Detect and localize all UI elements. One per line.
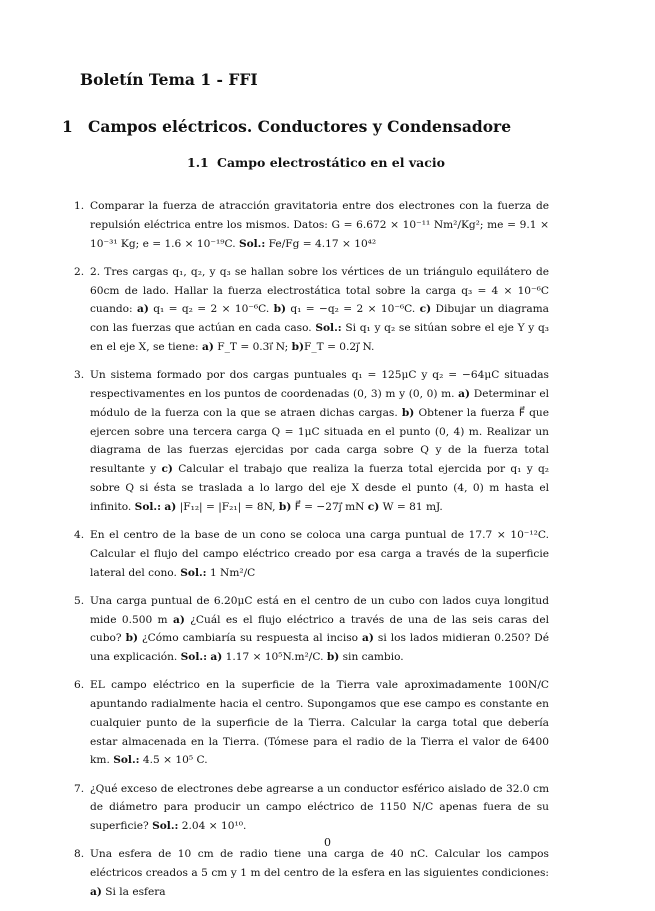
problem-number: 4. [74,528,85,541]
problem-text: En el centro de la base de un cono se coloca una carga puntual de 17.7 × 10⁻¹²C. Calcular el flujo del campo eléctrico creado por esa carga a través de la superficie lateral del cono. Sol.: 1 Nm²/C [90,528,549,579]
problem-number: 5. [74,594,85,607]
subsection-title: Campo electrostático en el vacio [217,155,445,170]
section-number: 1 [62,117,73,136]
problem-item [74,676,549,770]
problem-item [74,197,549,253]
problem-text: ¿Qué exceso de electrones debe agrearse a un conductor esférico aislado de 32.0 cm de diámetro para producir un campo eléctrico de 1150 N/C apenas fuera de su superficie? Sol.: 2.04 × 10¹⁰. [90,782,549,833]
problem-text: Una esfera de 10 cm de radio tiene una carga de 40 nC. Calcular los campos eléctricos creados a 5 cm y 1 m del centro de la esfera en las siguientes condiciones: a) Si la esfera [90,848,549,899]
problem-number: 1. [74,200,85,212]
problem-text: Comparar la fuerza de atracción gravitatoria entre dos electrones con la fuerza de repulsión eléctrica entre los mismos. Datos: G = 6.672 × 10⁻¹¹ Nm²/Kg²; me = 9.1 × 10⁻³¹ Kg; e = 1.6 × 10⁻¹⁹C. Sol.: Fe/Fg = 4.17 × 10⁴² [90,200,549,250]
problem-number: 3. [74,369,85,382]
section-title: Campos eléctricos. Conductores y Condensadore [88,117,512,136]
problem-text: Un sistema formado por dos cargas puntuales q₁ = 125μC y q₂ = −64μC situadas respectivamentes en los puntos de coordenadas (0, 3) m y (0, 0) m. a) Determinar el módulo de la fuerza con la que se atraen dichas cargas. b) Obtener la fuerza F⃗ que ejercen sobre una tercera carga Q = 1μC situada en el punto (0, 4) m. Realizar un diagrama de las fuerzas ejercidas por cada carga sobre Q y de la fuerza total resultante y c) Calcular el trabajo que realiza la fuerza total ejercida por q₁ y q₂ sobre Q si ésta se traslada a lo largo del eje X desde el punto (4, 0) m hasta el infinito. Sol.: a) |F₁₂| = |F₂₁| = 8N, b) F⃗ = −27j⃗ mN c) W = 81 mJ. [90,369,549,513]
page-number: 0 [324,836,331,849]
problem-item [74,845,549,901]
problem-list [74,197,549,911]
problem-item [74,263,549,357]
subsection-number: 1.1 [187,155,209,170]
subsection-heading [187,155,445,170]
problem-text: Una carga puntual de 6.20μC está en el centro de un cubo con lados cuya longitud mide 0.500 m a) ¿Cuál es el flujo eléctrico a través de una de las seis caras del cubo? b) ¿Cómo cambiaría su respuesta al inciso a) si los lados midieran 0.250? Dé una explicación. Sol.: a) 1.17 × 10⁵N.m²/C. b) sin cambio. [90,594,549,664]
problem-item [74,780,549,836]
problem-item [74,526,549,582]
problem-number: 6. [74,679,85,692]
problem-item [74,592,549,667]
problem-item [74,366,549,516]
problem-text: 2. Tres cargas q₁, q₂, y q₃ se hallan sobre los vértices de un triángulo equilátero de 60cm de lado. Hallar la fuerza electrostática total sobre la carga q₃ = 4 × 10⁻⁶C cuando: a) q₁ = q₂ = 2 × 10⁻⁶C. b) q₁ = −q₂ = 2 × 10⁻⁶C. c) Dibujar un diagrama con las fuerzas que actúan en cada caso. Sol.: Si q₁ y q₂ se sitúan sobre el eje Y y q₃ en el eje X, se tiene: a) F_T = 0.3i⃗ N; b)F_T = 0.2j⃗ N. [90,265,549,353]
problem-number: 2. [74,265,85,278]
problem-text: EL campo eléctrico en la superficie de la Tierra vale aproximadamente 100N/C apuntando radialmente hacia el centro. Supongamos que ese campo es constante en cualquier punto de la superficie de la Tierra. Calcular la carga total que debería estar almacenada en la Tierra. (Tómese para el radio de la Tierra el valor de 6400 km. Sol.: 4.5 × 10⁵ C. [90,679,549,767]
section-heading [62,117,511,136]
document-title: Boletín Tema 1 - FFI [80,70,258,89]
problem-number: 8. [74,848,85,861]
problem-number: 7. [74,782,85,795]
